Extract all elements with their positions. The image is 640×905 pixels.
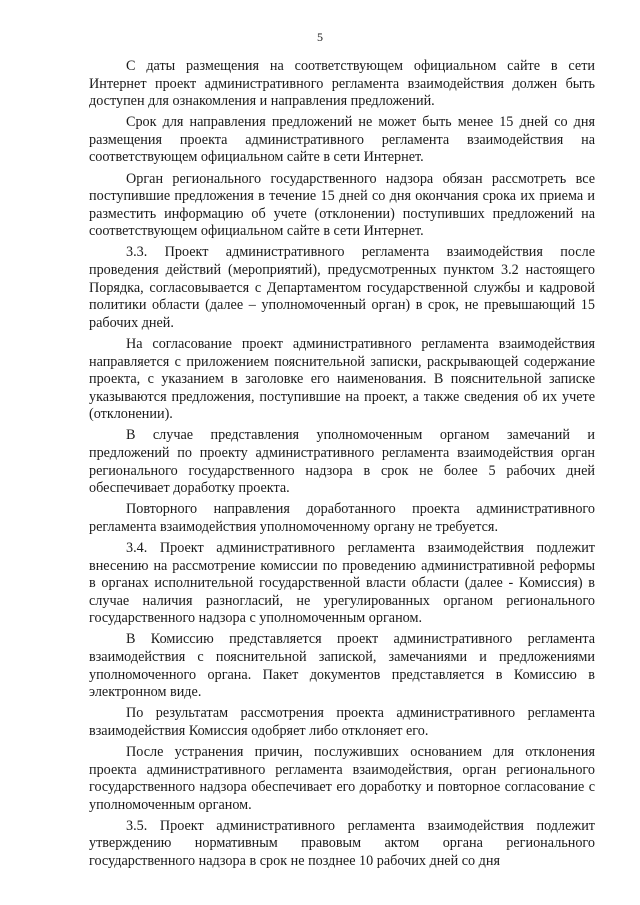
paragraph-section-3-5: 3.5. Проект административного регламента взаимодействия подлежит утверждению нормативным правовым актом органа регионального государственного надзора в срок не позднее 10 рабочих дней со дня [89,817,595,870]
paragraph-approval-submission: На согласование проект административного регламента взаимодействия направляется с приложением пояснительной записки, раскрывающей содержание проекта, с указанием в заголовке его наименования. В пояснительной записке указываются предложения, поступившие на проект, а также сведения об их учете (отклонении). [89,335,595,423]
paragraph-section-3-3: 3.3. Проект административного регламента взаимодействия после проведения действий (мероприятий), предусмотренных пунктом 3.2 настоящего Порядка, согласовывается с Департаментом государственной службы и кадровой политики области (далее – уполномоченный орган) в срок, не превышающий 15 рабочих дней. [89,244,595,331]
paragraph-proposal-review: Орган регионального государственного надзора обязан рассмотреть все поступившие предложения в течение 15 дней со дня окончания срока их приема и разместить информацию об учете (отклонении) поступивших предложений на соответствующем официальном сайте в сети Интернет. [89,170,595,240]
paragraph-commission-package: В Комиссию представляется проект административного регламента взаимодействия с пояснительной запиской, замечаниями и предложениями уполномоченного органа. Пакет документов представляется в Комиссию в электронном виде. [89,631,595,701]
paragraph-publication-availability: С даты размещения на соответствующем официальном сайте в сети Интернет проект административного регламента взаимодействия должен быть доступен для ознакомления и направления предложений. [89,58,595,110]
paragraph-remarks-revision: В случае представления уполномоченным органом замечаний и предложений по проекту административного регламента взаимодействия орган регионального государственного надзора в срок не более 5 рабочих дней обеспечивает доработку проекта. [89,427,595,497]
paragraph-no-resubmission: Повторного направления доработанного проекта административного регламента взаимодействия уполномоченному органу не требуется. [89,501,595,535]
document-body [89,58,595,874]
page-number: 5 [317,30,323,44]
paragraph-commission-decision: По результатам рассмотрения проекта административного регламента взаимодействия Комиссия одобряет либо отклоняет его. [89,705,595,739]
paragraph-section-3-4: 3.4. Проект административного регламента взаимодействия подлежит внесению на рассмотрение комиссии по проведению административной реформы в органах исполнительной государственной власти области (далее - Комиссия) в случае наличия разногласий, не урегулированных органом регионального государственного надзора с уполномоченным органом. [89,539,595,627]
paragraph-proposal-deadline: Срок для направления предложений не может быть менее 15 дней со дня размещения проекта административного регламента взаимодействия на соответствующем официальном сайте в сети Интернет. [89,114,595,166]
paragraph-rejection-followup: После устранения причин, послуживших основанием для отклонения проекта административного регламента взаимодействия, орган регионального государственного надзора обеспечивает его доработку и повторное согласование с уполномоченным органом. [89,743,595,813]
